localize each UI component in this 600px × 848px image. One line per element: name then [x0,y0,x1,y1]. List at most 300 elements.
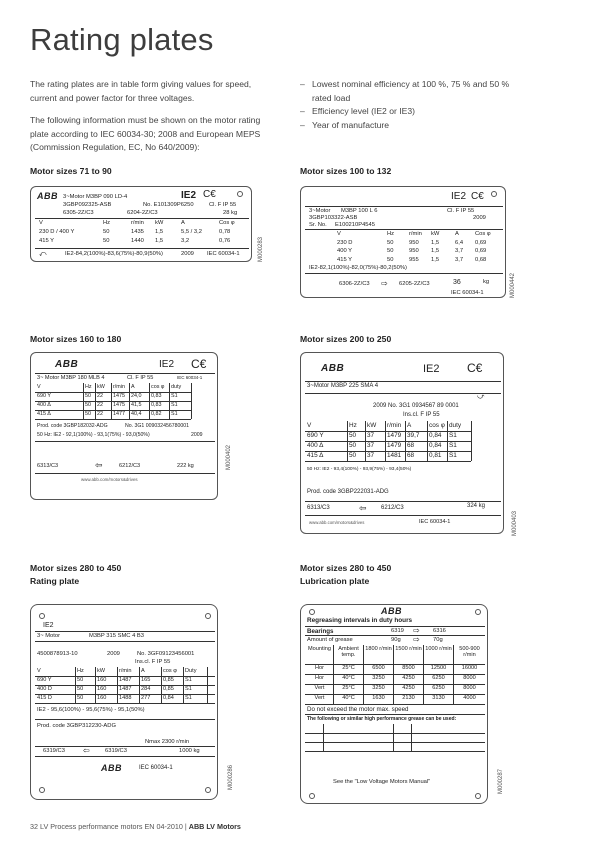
table-header-cell: A [131,384,135,390]
table-cell: 1,5 [431,256,440,263]
product-code: 3GBP092325-ASB [63,202,112,208]
mounting-hole-icon [237,191,243,197]
table-cell: S1 [185,686,192,692]
table-header-cell: A [181,220,185,226]
table-col-divider [333,645,334,704]
section-heading-160-180: Motor sizes 160 to 180 [30,334,122,344]
motor-label: 3~ Motor [37,633,61,639]
table-header-cell: A [141,668,145,674]
table-header-cell: cos φ [163,668,177,674]
section-heading-280-450-lubrication: Motor sizes 280 to 450 [300,563,392,573]
bearings-label: Bearings [307,628,334,635]
table-cell: 1435 [131,229,144,235]
efficiency-class: IE2 [43,622,54,629]
iec-standard: IEC 60034-1 [419,519,451,525]
table-header-cell: V [337,231,341,237]
divider [305,229,503,230]
table-col-divider [347,421,348,461]
table-col-divider [385,421,386,461]
table-cell: S1 [449,442,457,449]
table-cell: 24,0 [131,393,142,399]
table-cell: 50 [103,238,110,244]
table-cell: 16000 [461,665,478,671]
serial-number: No. 3GF09123456001 [137,651,195,657]
list-item: rated load [312,92,351,103]
table-cell: 22 [97,411,103,417]
table-cell: 0,84 [429,442,442,449]
arrow-right-icon: ⇨ [413,635,420,644]
efficiency-class: IE2 [451,191,467,202]
table-cell: 50 [387,256,394,263]
table-cell: 22 [97,402,103,408]
product-code: Prod. code 3GBP312230-ADG [37,723,116,729]
efficiency-values: IE2-84,2(100%)-83,6(75%)-80,9(50%) [65,251,163,257]
mounting-hole-icon [39,613,45,619]
table-cell: 37 [367,442,375,449]
table-cell: 50 [77,686,84,692]
product-code: Prod. code 3GBP182032-ADG [37,423,108,429]
grease-note: The following or similar high performance grease can be used: [307,716,457,722]
table-cell: 8000 [463,675,476,681]
table-cell: 8500 [402,665,415,671]
table-cell: S1 [449,452,457,459]
table-cell: 0,78 [219,229,231,235]
table-cell: 68 [407,452,415,459]
mounting-hole-icon [39,787,45,793]
table-header-cell: Hz [77,668,84,674]
page-title: Rating plates [30,22,214,57]
table-cell: 955 [409,256,419,263]
table-header-cell: V [39,220,43,226]
text-line: (Commission Regulation, EC, No 640/2009): [30,142,200,152]
insulation-class: Ins.cl. F IP 55 [403,412,440,418]
table-header-cell: duty [449,422,462,429]
divider [35,373,215,374]
table-header-cell: duty [171,384,182,390]
table-col-divider [393,645,394,704]
grease-amount-de: 90g [391,637,401,643]
grease-amount-nde: 70g [433,637,443,643]
divider [305,714,485,715]
divider [35,631,215,632]
weight: 324 kg [467,503,486,509]
table-cell: 0,69 [475,248,487,254]
serial-number: No. E101309P6250 [143,202,194,208]
table-header-cell: 500-900 r/min [459,646,480,658]
table-cell: 415 Δ [307,452,324,459]
arrow-left-icon: ⇦ [95,460,103,470]
bearing-de: 6306-2Z/C3 [339,281,370,287]
table-col-divider [427,421,428,461]
table-cell: Vert [314,695,325,701]
mounting-hole-icon [309,793,315,799]
table-row-divider [305,751,485,752]
year: 2009 [107,651,120,657]
table-col-divider [405,421,406,461]
table-header-cell: Cos φ [219,220,235,226]
table-cell: 1487 [119,686,132,692]
motor-label: 3~Motor [309,208,331,214]
table-col-divider [363,645,364,704]
table-col-divider [447,421,448,461]
insulation-class: Ins.cl. F IP 55 [135,659,171,665]
section-heading-280-450-rating: Motor sizes 280 to 450 [30,563,122,573]
text-line: current and power factor for three voltages. [30,92,195,103]
divider [305,501,501,502]
mounting-hole-icon [309,609,315,615]
table-cell: 1487 [119,677,132,683]
table-cell: 1630 [372,695,385,701]
table-header-cell: r/min [119,668,132,674]
year: 2009 [191,432,203,438]
table-cell: 0,82 [151,411,162,417]
efficiency-class: IE2 [181,190,197,201]
table-row-divider [305,742,485,743]
manual-reference: See the "Low Voltage Motors Manual" [333,779,431,785]
order-number: 4500878913-10 [37,651,78,657]
table-cell: 1440 [131,238,144,244]
table-cell: 950 [409,239,419,246]
table-col-divider [95,667,96,703]
table-cell: 50 [349,432,357,439]
table-cell: 41,5 [131,402,142,408]
iec-standard: IEC 60034-1 [139,765,173,771]
table-cell: 39,7 [407,432,420,439]
table-cell: 0,85 [163,677,174,683]
table-cell: 4250 [402,685,415,691]
arrow-left-icon: ⇦ [359,503,367,513]
table-col-divider [139,667,140,703]
table-header-cell: kW [431,231,440,237]
table-cell: 160 [97,677,107,683]
divider [35,248,249,249]
table-col-divider [129,383,130,419]
table-cell: 50 [349,442,357,449]
figure-code: M000283 [258,236,264,262]
table-cell: 1,5 [431,248,440,254]
table-cell: 230 D [337,239,353,246]
website: www.abb.com/motors&drives [309,520,365,525]
table-row-divider [35,703,215,704]
table-col-divider [183,667,184,703]
table-col-divider [411,724,412,751]
table-cell: 50 [85,402,91,408]
list-item: – Year of manufacture [300,119,560,133]
rating-plate-280-450 [30,604,218,800]
footer-text: 32 LV Process performance motors EN 04-2010 | [30,822,187,831]
table-cell: 284 [141,686,151,692]
arrow-right-icon: ⇨ [381,279,388,288]
iec-standard: IEC 60034-1 [177,375,203,380]
rating-plate-160-180 [30,352,218,500]
table-cell: 6250 [432,675,445,681]
requirements-list [300,78,560,132]
table-col-divider [169,383,170,419]
table-cell: 1,5 [155,238,164,244]
arrow-right-icon: ⇨ [413,626,420,635]
table-cell: S1 [185,677,192,683]
table-row-divider [305,461,471,462]
lubrication-plate-280-450 [300,604,488,804]
insulation-class: Cl. F IP 55 [447,208,475,214]
bearing-nde: 6212/C3 [381,505,404,511]
year: 2009 [181,251,194,257]
table-header-cell: kW [155,220,164,226]
divider [35,473,215,474]
table-header-cell: 1000 r/min [425,646,452,652]
bearing-de: 6305-2Z/C3 [63,210,94,216]
divider [35,441,215,442]
table-cell: 1477 [113,411,125,417]
table-cell: 25°C [342,665,355,671]
table-col-divider [95,383,96,419]
grease-amount-label: Amount of grease [307,637,353,643]
efficiency-class: IE2 [159,359,175,370]
table-cell: 4250 [402,675,415,681]
table-cell: 0,83 [151,402,162,408]
table-cell: S1 [449,432,457,439]
intro-paragraph-1 [30,78,285,105]
table-cell: 690 Y [307,432,324,439]
table-col-divider [393,724,394,751]
table-col-divider [111,383,112,419]
table-cell: 50 [103,229,110,235]
abb-logo: ABB [321,363,345,374]
table-cell: 3250 [372,675,385,681]
table-cell: 1475 [113,402,125,408]
divider [35,218,249,219]
bearing-nde: 6316 [433,628,446,634]
table-cell: 6,4 [455,239,464,246]
table-cell: 1475 [113,393,125,399]
website: www.abb.com/motors&drives [81,477,138,482]
table-cell: 400 Δ [307,442,324,449]
table-cell: 690 Y [37,393,51,399]
abb-logo: ABB [55,359,79,370]
table-col-divider [323,724,324,751]
table-cell: 37 [367,432,375,439]
table-header-cell: kW [367,422,377,429]
table-cell: 3130 [432,695,445,701]
table-cell: 2130 [402,695,415,701]
serial-number: E100210P4545 [335,222,375,228]
motor-type: 3~ Motor M3BP 180 MLB 4 [37,375,105,381]
ce-mark-icon: C€ [203,189,216,200]
table-header-cell: kW [97,384,105,390]
table-header-cell: Duty [185,668,197,674]
table-cell: 400 Δ [37,402,51,408]
weight-unit: kg [483,279,490,285]
bearing-nde: 6319/C3 [105,748,127,754]
efficiency-class: IE2 [423,363,440,375]
rating-plate-100-132 [300,186,506,298]
table-cell: 1481 [387,452,402,459]
table-cell: 1488 [119,695,132,701]
mounting-hole-icon [475,793,481,799]
section-subheading-rating-plate: Rating plate [30,576,80,586]
table-cell: 415 Y [39,238,55,244]
table-cell: 230 D / 400 Y [39,229,75,235]
divider [305,635,485,636]
table-header-cell: Hz [103,220,111,226]
table-header-cell: r/min [387,422,402,429]
table-header-cell: V [37,668,41,674]
divider [305,515,501,516]
table-cell: S1 [171,411,178,417]
table-cell: 6500 [372,665,385,671]
figure-code: M000287 [498,768,504,794]
table-cell: S1 [171,402,178,408]
max-speed-warning: Do not exceed the motor max. speed [307,706,409,713]
table-header-cell: Ambient temp. [338,646,359,658]
table-header-cell: 1500 r/min [395,646,422,652]
bearing-nde: 6204-2Z/C3 [127,210,158,216]
divider [35,641,215,642]
table-header-cell: V [37,384,41,390]
table-cell: Vert [314,685,325,691]
intro-paragraph-2 [30,114,285,155]
table-col-divider [423,645,424,704]
table-cell: 5,5 / 3,2 [181,229,202,235]
table-cell: 0,76 [219,238,231,244]
table-cell: 1479 [387,442,402,449]
serial-label: Sr. No. [309,222,327,228]
table-cell: 415 Y [337,256,353,263]
regreasing-title: Regreasing intervals in duty hours [307,617,413,624]
table-cell: 0,84 [429,432,442,439]
table-cell: 400 D [37,686,52,692]
mounting-hole-icon [491,191,497,197]
serial-number: No. 3G1 009032456780001 [125,423,190,429]
mounting-hole-icon [205,787,211,793]
table-cell: 50 [349,452,357,459]
table-cell: 50 [77,677,84,683]
figure-code: M000402 [226,444,232,470]
table-header-cell: 1800 r/min [365,646,392,652]
insulation-class: Cl. F IP 55 [209,202,237,208]
table-cell: 1,5 [155,229,164,235]
table-cell: 277 [141,695,151,701]
table-cell: 40°C [342,675,355,681]
page-footer [30,822,241,831]
text-line: plate according to IEC 60034-30; 2008 and European MEPS [30,128,261,139]
table-header-cell: cos φ [151,384,165,390]
table-cell: 0,85 [163,686,174,692]
table-row-divider [305,733,485,734]
divider [305,273,503,274]
table-header-cell: Cos φ [475,231,491,237]
table-cell: 37 [367,452,375,459]
table-cell: 3250 [372,685,385,691]
motor-type: M3BP 315 SMC 4 B3 [89,633,144,639]
table-header-cell: kW [97,668,106,674]
table-cell: 12500 [430,665,447,671]
abb-logo: ABB [101,763,122,773]
divider [305,626,485,627]
table-col-divider [191,383,192,419]
table-col-divider [453,645,454,704]
iec-standard: IEC 60034-1 [207,251,240,257]
text-line: The rating plates are in table form giving values for speed, [30,79,252,89]
table-cell: Hor [314,665,324,671]
table-cell: S1 [185,695,192,701]
efficiency-values: 50 Hz: IE2 - 93,4(100%) - 93,9(75%) - 93,4(50%) [307,467,412,472]
table-row-divider [35,419,191,420]
table-header-cell: A [455,231,459,237]
table-col-divider [161,667,162,703]
figure-code: M000403 [512,510,518,536]
motor-type: 3~Motor M3BP 225 SMA 4 [307,383,379,389]
mounting-hole-icon [205,613,211,619]
table-cell: 6250 [432,685,445,691]
table-cell: 40°C [342,695,355,701]
table-cell: 0,68 [475,256,487,263]
bearing-de: 6319/C3 [43,748,65,754]
table-cell: 415 D [37,695,52,701]
serial-number: 2009 No. 3G1 0934567 89 0001 [373,403,459,409]
table-header-cell: V [307,422,312,429]
table-cell: 25°C [342,685,355,691]
bearing-de: 6313/C3 [307,505,330,511]
table-cell: 40,4 [131,411,142,417]
divider [305,206,503,207]
table-cell: 50 [85,393,91,399]
product-code: 3GBP103322-ASB [309,215,358,221]
table-cell: 50 [387,239,394,246]
max-speed: Nmax 2300 r/min [145,739,190,745]
divider [305,393,501,394]
table-cell: 50 [387,248,394,254]
abb-logo: ABB [37,191,58,201]
efficiency-values: IE2-82,1(100%)-82,0(75%)-80,2(50%) [309,265,407,271]
ce-mark-icon: C€ [471,191,484,202]
motor-type: 3~Motor M3BP 090 LD-4 [63,194,128,200]
table-col-divider [117,667,118,703]
table-cell: Hor [314,675,324,681]
table-cell: 1,5 [431,239,440,246]
table-header-cell: cos φ [429,422,445,429]
table-cell: 50 [77,695,84,701]
bearing-de: 6313/C3 [37,463,59,469]
table-col-divider [207,667,208,703]
table-header-cell: r/min [113,384,125,390]
efficiency-values: 50 Hz: IE2 - 92,1(100%) - 93,1(75%) - 93,0(50%) [37,432,150,438]
iec-standard: IEC 60034-1 [451,290,484,296]
table-cell: 950 [409,248,419,254]
table-cell: 160 [97,686,107,692]
table-cell: 3,7 [455,248,464,254]
divider [35,746,215,747]
table-col-divider [83,383,84,419]
list-item: – Efficiency level (IE2 or IE3) [300,105,560,119]
figure-code: M000442 [510,272,516,298]
divider [35,719,215,720]
table-header-cell: r/min [131,220,144,226]
year: 2009 [473,215,486,221]
rating-plate-71-90 [30,186,252,262]
table-cell: S1 [171,393,178,399]
table-row-divider [305,704,485,705]
table-header-cell: Hz [85,384,92,390]
section-heading-71-90: Motor sizes 71 to 90 [30,166,112,176]
footer-brand: ABB LV Motors [188,822,241,831]
table-cell: 690 Y [37,677,52,683]
arrow-left-icon: ⇦ [83,746,90,755]
abb-logo: ABB [381,606,402,616]
efficiency-values: IE2 - 95,6(100%) - 95,6(75%) - 95,1(50%) [37,707,145,713]
table-header-cell: Hz [387,231,395,237]
divider [305,381,501,382]
